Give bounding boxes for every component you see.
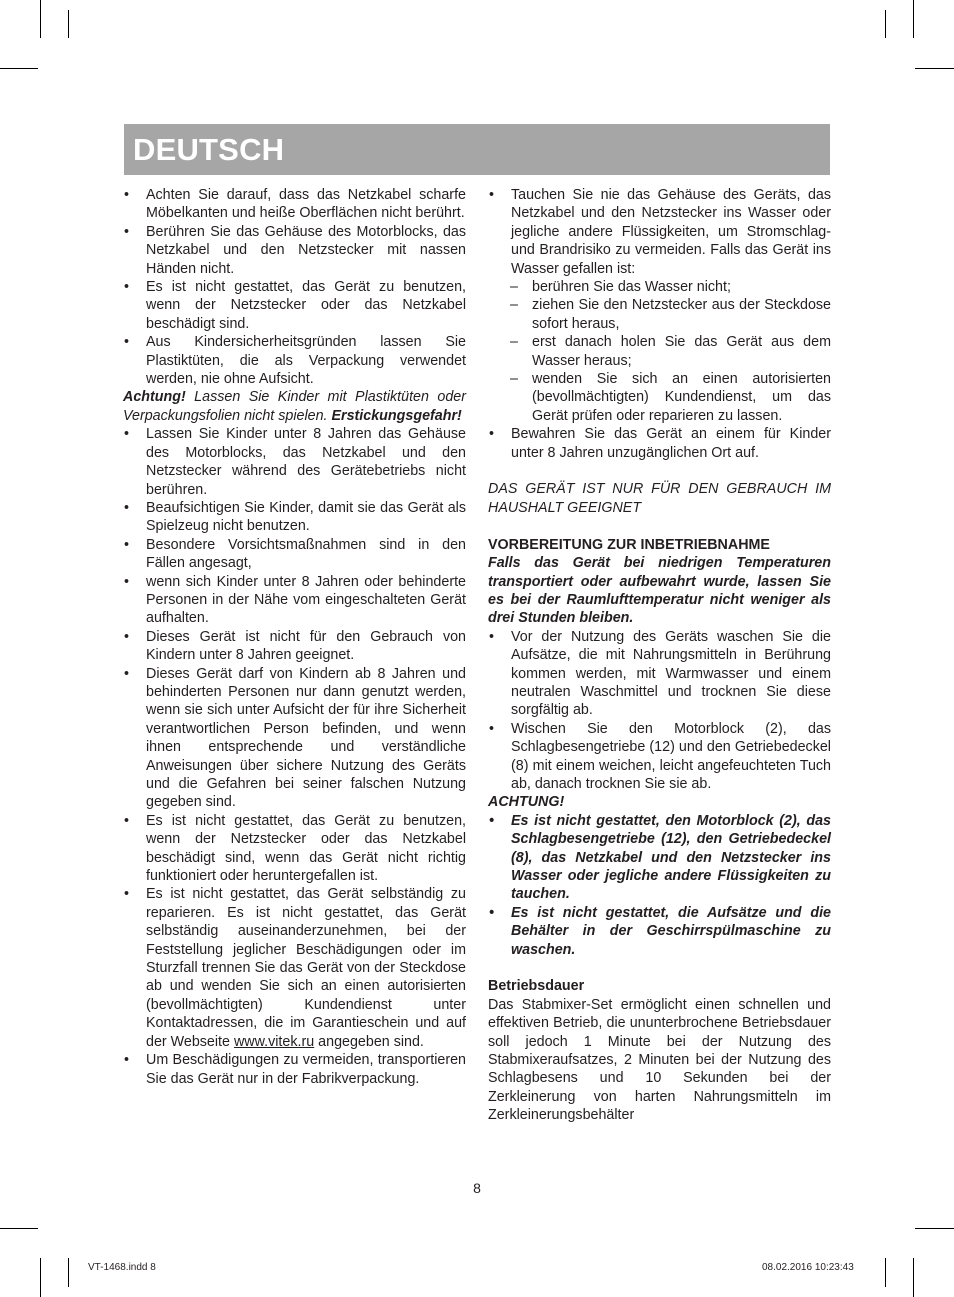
list-item: • Wischen Sie den Motorblock (2), das Schlagbesengetriebe (12) und den Getriebedeckel (8) mit einem weichen, leicht angefeuchteten Tuch ab, danach trocknen Sie sie ab. [488, 720, 831, 794]
list-item-text-end: angegeben sind. [314, 1033, 424, 1050]
left-column [123, 186, 466, 1088]
crop-mark [68, 10, 69, 38]
sub-list-item: – wenden Sie sich an einen autorisierten (bevollmächtigten) Kundendienst, um das Gerät prüfen oder reparieren zu lassen. [510, 370, 831, 425]
list-item: • Besondere Vorsichtsmaßnahmen sind in den Fällen angesagt, [123, 536, 466, 573]
household-notice: DAS GERÄT IST NUR FÜR DEN GEBRAUCH IM HAUSHALT GEEIGNET [488, 481, 831, 516]
crop-mark [913, 0, 914, 38]
section-heading: VORBEREITUNG ZUR INBETRIEBNAHME [488, 536, 770, 553]
crop-mark [0, 68, 38, 69]
website-link[interactable]: www.vitek.ru [233, 1033, 315, 1050]
list-item: • Bewahren Sie das Gerät an einem für Kinder unter 8 Jahren unzugänglichen Ort auf. [488, 425, 831, 462]
list-item: • Dieses Gerät ist nicht für den Gebrauch von Kindern unter 8 Jahren geeignet. [123, 628, 466, 665]
list-item: • Dieses Gerät darf von Kindern ab 8 Jahren und behinderten Personen nur dann genutzt werden, wenn sie sich unter Aufsicht der für ihre Sicherheit verantwortlichen Person befinden, und wenn ihnen entsprechende und verständliche Anweisungen über sichere Nutzung des Geräts und die Gefahren bei seiner falschen Nutzung gegeben sind. [123, 665, 466, 812]
list-item: • Beaufsichtigen Sie Kinder, damit sie das Gerät als Spielzeug nicht benutzen. [123, 499, 466, 536]
section-banner [124, 124, 830, 175]
crop-mark [915, 1228, 954, 1229]
list-item: • Achten Sie darauf, dass das Netzkabel scharfe Möbelkanten und heiße Oberflächen nicht berührt. [123, 186, 466, 223]
warning-label: Achtung! [123, 389, 186, 406]
page-number: 8 [473, 1180, 481, 1196]
section-heading: Betriebsdauer [488, 978, 585, 995]
list-item: • Berühren Sie das Gehäuse des Motorblocks, das Netzkabel und den Netzstecker mit nassen Händen nicht. [123, 223, 466, 278]
right-column [488, 186, 831, 1125]
crop-mark [885, 10, 886, 38]
spacer [488, 462, 831, 480]
list-item: • Vor der Nutzung des Geräts waschen Sie die Aufsätze, die mit Nahrungsmitteln in Berührung kommen werden, mit Warmwasser und einem neutralen Waschmittel und trocknen Sie diese sorgfältig ab. [488, 628, 831, 720]
warning-end: Erstickungsgefahr! [331, 407, 462, 424]
warning-item: • Es ist nicht gestattet, die Aufsätze und die Behälter in der Geschirrspülmaschine zu waschen. [488, 904, 831, 959]
list-item: • Aus Kindersicherheitsgründen lassen Sie Plastiktüten, die als Verpackung verwendet werden, nie ohne Aufsicht. [123, 333, 466, 388]
date-slug: 08.02.2016 10:23:43 [762, 1262, 854, 1273]
crop-mark [913, 1258, 914, 1297]
list-item: • Lassen Sie Kinder unter 8 Jahren das Gehäuse des Motorblocks, das Netzkabel und den Netzstecker während des Gerätebetriebs nicht berühren. [123, 425, 466, 499]
file-slug: VT-1468.indd 8 [88, 1262, 156, 1273]
warning-paragraph [123, 388, 466, 425]
list-item: • Es ist nicht gestattet, das Gerät zu benutzen, wenn der Netzstecker oder das Netzkabel beschädigt sind, wenn das Gerät nicht richtig funktioniert oder heruntergefallen ist. [123, 812, 466, 886]
crop-mark [915, 68, 954, 69]
crop-mark [885, 1258, 886, 1287]
list-item: • Um Beschädigungen zu vermeiden, transportieren Sie das Gerät nur in der Fabrikverpackung. [123, 1051, 466, 1088]
sub-list-item: – berühren Sie das Wasser nicht; [510, 278, 831, 296]
list-item [123, 885, 466, 1051]
spacer [488, 959, 831, 977]
page-title: DEUTSCH [133, 132, 285, 167]
list-item: • Es ist nicht gestattet, das Gerät zu benutzen, wenn der Netzstecker oder das Netzkabel beschädigt sind. [123, 278, 466, 333]
crop-mark [40, 0, 41, 38]
list-item: • Tauchen Sie nie das Gehäuse des Geräts, das Netzkabel und den Netzstecker ins Wasser oder jegliche andere Flüssigkeiten, um Stromschlag- und Brandrisiko zu vermeiden. Falls das Gerät ins Wasser gefallen ist: [488, 186, 831, 278]
warning-text: Lassen Sie Kinder mit Plastiktüten oder Verpackungsfolien nicht spielen. [123, 389, 466, 424]
spacer [488, 517, 831, 535]
crop-mark [40, 1258, 41, 1297]
list-item: • wenn sich Kinder unter 8 Jahren oder behinderte Personen in der Nähe vom eingeschalteten Gerät aufhalten. [123, 573, 466, 628]
crop-mark [0, 1228, 38, 1229]
sub-list-item: – ziehen Sie den Netzstecker aus der Steckdose sofort heraus, [510, 296, 831, 333]
warning-paragraph: Falls das Gerät bei niedrigen Temperaturen transportiert oder aufbewahrt wurde, lassen Sie es bei der Raumlufttemperatur nicht weniger als drei Stunden bleiben. [488, 555, 831, 627]
paragraph: Das Stabmixer-Set ermöglicht einen schnellen und effektiven Betrieb, die ununterbrochene Betriebsdauer soll jedoch 1 Minute bei der Nutzung des Stabmixeraufsatzes, 2 Minuten bei der Nutzung des Schlagbesens und 10 Sekunden bei der Zerkleinerung von harten Nahrungsmitteln im Zerkleinerungsbehälter [488, 996, 831, 1124]
crop-mark [68, 1258, 69, 1287]
list-item-text: Es ist nicht gestattet, das Gerät selbständig zu reparieren. Es ist nicht gestattet, das Gerät selbständig auseinanderzunehmen, bei der Feststellung jeglicher Beschädigungen oder im Sturzfall trennen Sie das Gerät von der Steckdose ab und wenden Sie sich an einen autorisierten (bevollmächtigten) Kundendienst unter Kontaktadressen, die im Garantieschein und auf der Webseite [146, 886, 466, 1050]
warning-label: ACHTUNG! [488, 794, 565, 811]
sub-list-item: – erst danach holen Sie das Gerät aus dem Wasser heraus; [510, 333, 831, 370]
warning-item: • Es ist nicht gestattet, den Motorblock (2), das Schlagbesengetriebe (12), den Getriebedeckel (8), das Netzkabel und den Netzstecker ins Wasser oder jegliche andere Flüssigkeiten zu tauchen. [488, 812, 831, 904]
